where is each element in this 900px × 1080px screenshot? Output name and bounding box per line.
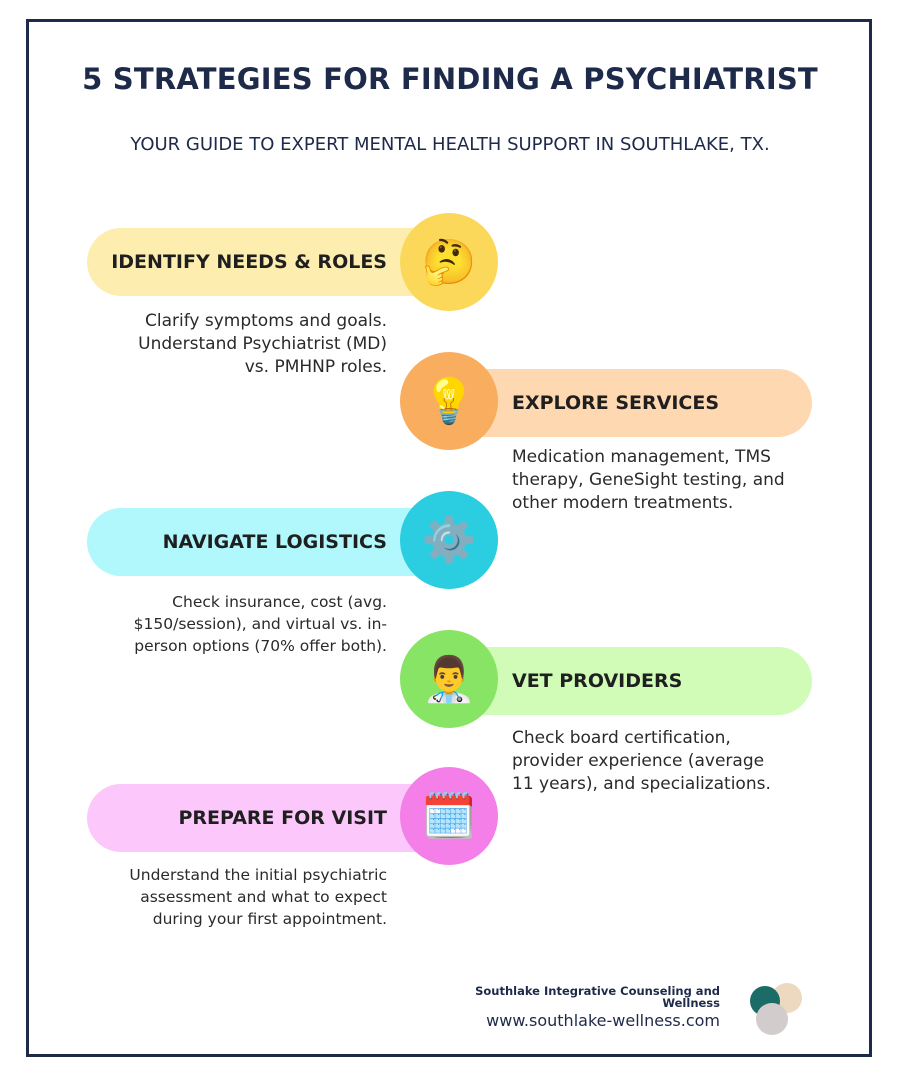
strategy-3-title: NAVIGATE LOGISTICS	[162, 531, 387, 553]
desc-line: $150/session), and virtual vs. in-	[133, 615, 387, 633]
gear-icon	[400, 491, 498, 589]
strategy-2-title: EXPLORE SERVICES	[512, 392, 720, 414]
desc-line: therapy, GeneSight testing, and	[512, 470, 785, 490]
desc-line: Check board certification,	[512, 728, 731, 748]
light-bulb-icon	[400, 352, 498, 450]
desc-line: Check insurance, cost (avg.	[172, 593, 387, 611]
calendar-icon	[400, 767, 498, 865]
organization-logo-icon	[750, 983, 806, 1035]
strategy-1-description	[87, 310, 387, 379]
light-bulb-glyph: 💡	[421, 376, 477, 427]
strategy-2-description	[512, 446, 812, 515]
organization-name: Southlake Integrative Counseling and Wellness	[475, 984, 720, 1010]
desc-line: vs. PMHNP roles.	[244, 357, 387, 377]
strategy-3-description	[87, 591, 387, 657]
desc-line: person options (70% offer both).	[134, 637, 387, 655]
thinking-face-icon	[400, 213, 498, 311]
strategy-5-description	[87, 864, 387, 930]
health-worker-icon	[400, 630, 498, 728]
calendar-glyph: 🗓️	[421, 791, 477, 842]
gear-glyph: ⚙️	[421, 515, 477, 566]
desc-line: Understand the initial psychiatric	[129, 866, 387, 884]
desc-line: Medication management, TMS	[512, 447, 771, 467]
strategy-5-title: PREPARE FOR VISIT	[178, 807, 387, 829]
desc-line: 11 years), and specializations.	[512, 774, 771, 794]
strategy-1-title: IDENTIFY NEEDS & ROLES	[111, 251, 387, 273]
page-title: 5 STRATEGIES FOR FINDING A PSYCHIATRIST	[82, 62, 818, 96]
page-subtitle: YOUR GUIDE TO EXPERT MENTAL HEALTH SUPPORT IN SOUTHLAKE, TX.	[130, 134, 770, 155]
strategy-4-title: VET PROVIDERS	[512, 670, 683, 692]
website-link[interactable]: www.southlake-wellness.com	[486, 1011, 720, 1030]
thinking-face-glyph: 🤔	[421, 237, 477, 288]
desc-line: during your first appointment.	[152, 910, 387, 928]
health-worker-glyph: 👨‍⚕️	[421, 654, 477, 705]
desc-line: other modern treatments.	[512, 493, 734, 513]
strategy-4-description	[512, 727, 812, 796]
desc-line: provider experience (average	[512, 751, 765, 771]
desc-line: Understand Psychiatrist (MD)	[138, 334, 387, 354]
desc-line: Clarify symptoms and goals.	[144, 311, 387, 331]
desc-line: assessment and what to expect	[140, 888, 387, 906]
